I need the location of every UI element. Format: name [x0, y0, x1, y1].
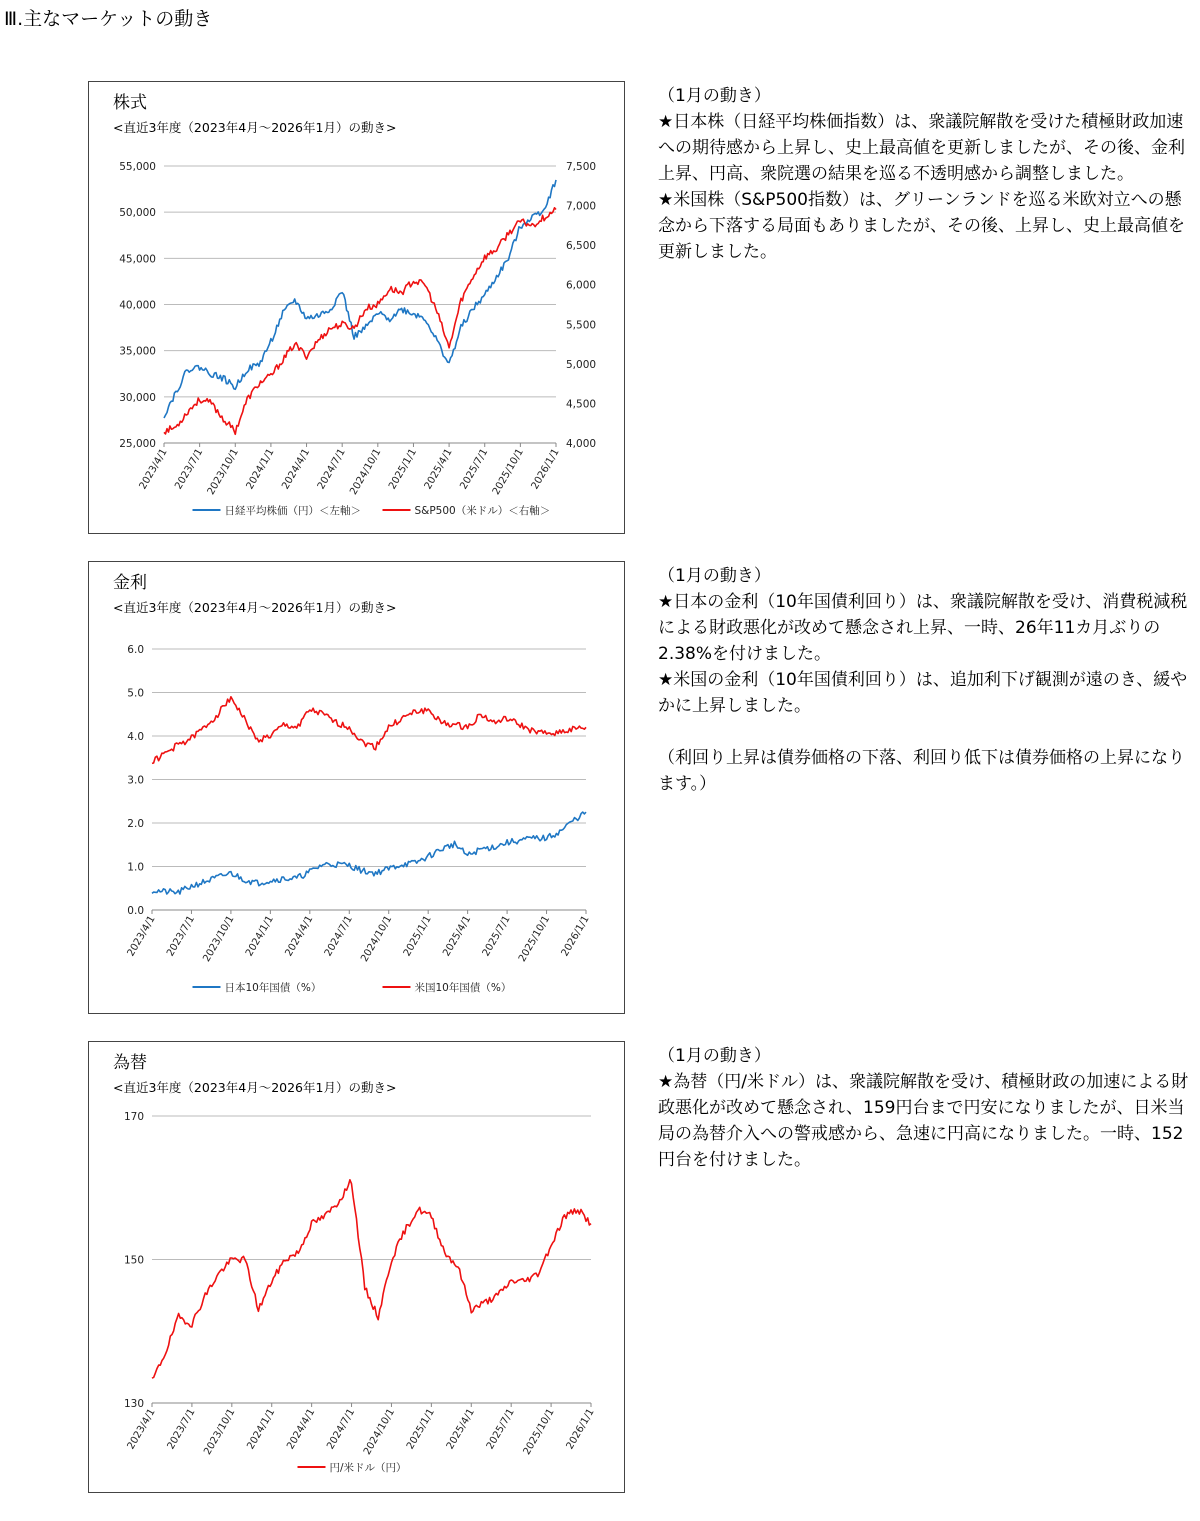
stock-y2-tick-label: 7,500 [566, 161, 597, 173]
fx-chart-subtitle: <直近3年度（2023年4月～2026年1月）の動き> [113, 1080, 397, 1095]
stock-x-tick-label: 2024/7/1 [315, 447, 348, 492]
stock-y2-tick-label: 4,500 [566, 398, 597, 411]
rate-chart-panel [88, 561, 625, 1014]
stock-series-line-1 [164, 208, 556, 434]
rate-chart-subtitle: <直近3年度（2023年4月～2026年1月）の動き> [113, 600, 397, 615]
fx-x-tick-label: 2025/7/1 [484, 1407, 517, 1452]
rate-x-tick-label: 2024/7/1 [322, 914, 355, 959]
rate-x-tick-label: 2024/10/1 [359, 914, 395, 964]
stock-legend-label: S&P500（米ドル）＜右軸＞ [414, 505, 551, 517]
fx-chart-title: 為替 [113, 1053, 147, 1073]
stock-x-tick-label: 2023/10/1 [205, 447, 241, 497]
rate-x-tick-label: 2025/7/1 [480, 914, 513, 959]
stock-y2-tick-label: 6,500 [566, 240, 597, 253]
stock-x-tick-label: 2025/4/1 [422, 447, 455, 492]
stock-y-tick-label: 25,000 [119, 438, 156, 450]
fx-x-tick-label: 2025/10/1 [521, 1407, 557, 1457]
rate-x-tick-label: 2023/10/1 [201, 914, 237, 964]
stock-x-tick-label: 2025/1/1 [387, 447, 420, 492]
rate-y-tick-label: 2.0 [127, 818, 144, 830]
stock-desc-paragraph: ★日本株（日経平均株価指数）は、衆議院解散を受けた積極財政加速への期待感から上昇し、史上最高値を更新しましたが、その後、金利上昇、円高、衆院選の結果を巡る不透明感から調整しました。 [658, 112, 1185, 184]
stock-y2-tick-label: 6,000 [566, 279, 597, 292]
rate-x-tick-label: 2024/4/1 [283, 914, 316, 959]
stock-x-tick-label: 2025/7/1 [458, 447, 491, 492]
rate-y-tick-label: 3.0 [127, 774, 144, 787]
stock-y-tick-label: 35,000 [119, 345, 156, 358]
stock-y2-tick-label: 5,500 [566, 319, 597, 332]
stock-x-tick-label: 2025/10/1 [490, 447, 526, 497]
rate-series-line-1 [152, 697, 586, 764]
fx-legend-label: 円/米ドル（円） [329, 1462, 407, 1474]
rate-x-tick-label: 2025/10/1 [516, 914, 553, 964]
fx-x-tick-label: 2025/4/1 [444, 1407, 477, 1452]
rate-legend-label: 米国10年国債（%） [414, 982, 512, 994]
stock-series-line-0 [164, 180, 556, 418]
rate-x-tick-label: 2023/4/1 [125, 914, 158, 959]
rate-series-line-0 [152, 812, 586, 894]
rate-legend-label: 日本10年国債（%） [224, 982, 322, 994]
stock-chart-subtitle: <直近3年度（2023年4月～2026年1月）の動き> [113, 120, 397, 135]
rate-desc-paragraph: ★米国の金利（10年国債利回り）は、追加利下げ観測が遠のき、緩やかに上昇しました。 [658, 670, 1188, 716]
stock-y-tick-label: 55,000 [119, 161, 156, 173]
fx-x-tick-label: 2023/7/1 [165, 1407, 198, 1452]
stock-description [658, 83, 1194, 265]
stock-y-tick-label: 50,000 [119, 207, 156, 220]
stock-y2-tick-label: 7,000 [566, 200, 597, 213]
rate-y-tick-label: 5.0 [127, 687, 144, 700]
stock-y-tick-label: 30,000 [119, 391, 156, 404]
fx-x-tick-label: 2024/1/1 [245, 1407, 278, 1452]
rate-x-tick-label: 2026/1/1 [559, 914, 592, 959]
fx-y-tick-label: 150 [123, 1254, 144, 1267]
fx-x-tick-label: 2024/10/1 [361, 1407, 398, 1457]
fx-series-line-0 [152, 1180, 591, 1378]
stock-x-tick-label: 2023/4/1 [137, 447, 170, 492]
fx-desc-paragraph: ★為替（円/米ドル）は、衆議院解散を受け、積極財政の加速による財政悪化が改めて懸念され、159円台まで円安になりましたが、日米当局の為替介入への警戒感から、急速に円高になりました。一時、152円台を付けました。 [658, 1072, 1189, 1170]
rate-desc-heading: （1月の動き） [658, 566, 771, 586]
stock-x-tick-label: 2024/10/1 [348, 447, 384, 497]
fx-desc-heading: （1月の動き） [658, 1046, 771, 1066]
stock-x-tick-label: 2026/1/1 [529, 447, 562, 492]
fx-chart [89, 1042, 626, 1494]
rate-x-tick-label: 2025/1/1 [401, 914, 434, 959]
stock-legend-label: 日経平均株価（円）＜左軸＞ [224, 505, 361, 517]
rate-y-tick-label: 0.0 [127, 905, 144, 917]
stock-desc-paragraph: ★米国株（S&P500指数）は、グリーンランドを巡る米欧対立への懸念から下落する局面もありましたが、その後、上昇し、史上最高値を更新しました。 [658, 190, 1185, 262]
stock-y2-tick-label: 5,000 [566, 358, 597, 371]
fx-chart-panel [88, 1041, 625, 1493]
fx-x-tick-label: 2023/10/1 [202, 1407, 238, 1457]
fx-x-tick-label: 2024/4/1 [285, 1407, 318, 1452]
rate-x-tick-label: 2025/4/1 [441, 914, 474, 959]
rate-desc-paragraph: ★日本の金利（10年国債利回り）は、衆議院解散を受け、消費税減税による財政悪化が改めて懸念され上昇、一時、26年11カ月ぶりの2.38%を付けました。 [658, 592, 1188, 664]
stock-chart-panel [88, 81, 625, 534]
fx-description [658, 1043, 1194, 1173]
stock-x-tick-label: 2024/1/1 [244, 447, 277, 492]
section-title: Ⅲ.主なマーケットの動き [4, 8, 213, 30]
rate-desc-spacer [658, 719, 1194, 745]
rate-description [658, 563, 1194, 797]
rate-x-tick-label: 2023/7/1 [165, 914, 198, 959]
rate-desc-note: （利回り上昇は債券価格の下落、利回り低下は債券価格の上昇になります。） [658, 748, 1185, 794]
rate-chart [89, 562, 626, 1015]
stock-chart-title: 株式 [113, 93, 147, 113]
fx-y-tick-label: 130 [123, 1398, 144, 1410]
fx-x-tick-label: 2023/4/1 [125, 1407, 158, 1452]
fx-y-tick-label: 170 [123, 1111, 144, 1123]
stock-desc-heading: （1月の動き） [658, 86, 771, 106]
fx-x-tick-label: 2026/1/1 [564, 1407, 597, 1452]
rate-y-tick-label: 4.0 [127, 731, 144, 743]
stock-x-tick-label: 2024/4/1 [280, 447, 313, 492]
stock-y-tick-label: 45,000 [119, 253, 156, 266]
stock-x-tick-label: 2023/7/1 [173, 447, 206, 492]
rate-y-tick-label: 6.0 [127, 644, 144, 656]
rate-chart-title: 金利 [113, 573, 147, 593]
rate-x-tick-label: 2024/1/1 [243, 914, 276, 959]
fx-x-tick-label: 2024/7/1 [325, 1407, 358, 1452]
stock-chart [89, 82, 626, 535]
stock-y-tick-label: 40,000 [119, 299, 156, 312]
stock-y2-tick-label: 4,000 [566, 438, 597, 450]
fx-x-tick-label: 2025/1/1 [404, 1407, 437, 1452]
rate-y-tick-label: 1.0 [127, 861, 144, 874]
